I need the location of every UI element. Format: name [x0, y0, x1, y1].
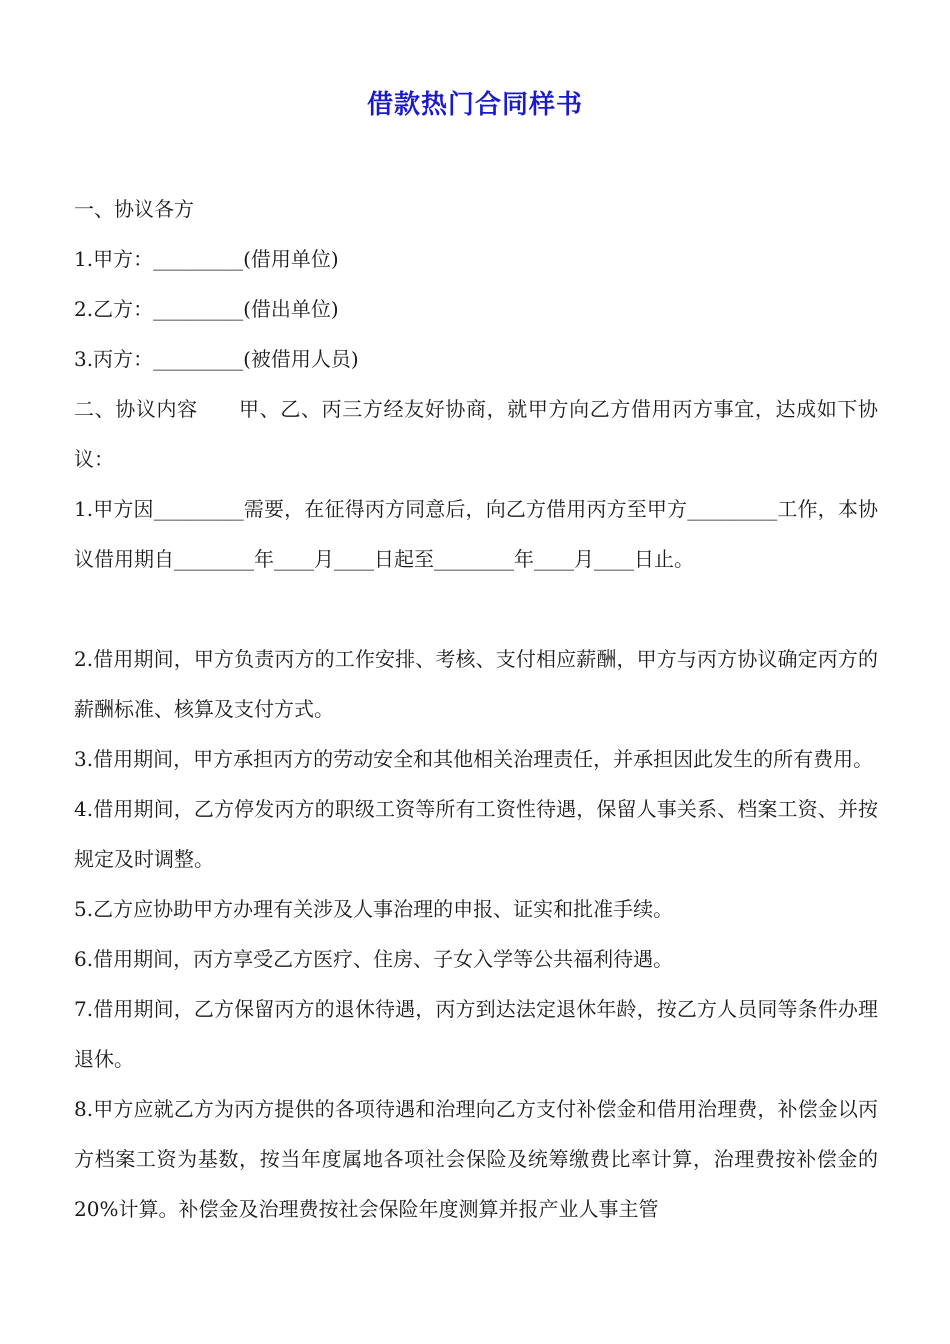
paragraph-spacer [74, 584, 878, 634]
clause-2: 2.借用期间，甲方负责丙方的工作安排、考核、支付相应薪酬，甲方与丙方协议确定丙方的薪酬标准、核算及支付方式。 [74, 647, 878, 721]
clause-1: 1.甲方因_________需要，在征得丙方同意后，向乙方借用丙方至甲方_________工作，本协议借用期自________年____月____日起至________年____月____日止。 [74, 497, 878, 571]
section-heading-content: 二、协议内容 甲、乙、丙三方经友好协商，就甲方向乙方借用丙方事宜，达成如下协议： [74, 397, 878, 471]
document-body [74, 184, 878, 1234]
party-c-line: 3.丙方：_________(被借用人员) [74, 347, 359, 371]
clause-6: 6.借用期间，丙方享受乙方医疗、住房、子女入学等公共福利待遇。 [74, 947, 674, 971]
clause-4: 4.借用期间，乙方停发丙方的职级工资等所有工资性待遇，保留人事关系、档案工资、并按规定及时调整。 [74, 797, 878, 871]
party-b-line: 2.乙方：_________(借出单位) [74, 297, 339, 321]
document-title: 借款热门合同样书 [366, 90, 583, 120]
clause-8: 8.甲方应就乙方为丙方提供的各项待遇和治理向乙方支付补偿金和借用治理费，补偿金以丙方档案工资为基数，按当年度属地各项社会保险及统筹缴费比率计算，治理费按补偿金的20%计算。补偿金及治理费按社会保险年度测算并报产业人事主管 [74, 1097, 878, 1221]
clause-7: 7.借用期间，乙方保留丙方的退休待遇，丙方到达法定退休年龄，按乙方人员同等条件办理退休。 [74, 997, 878, 1071]
party-a-line: 1.甲方：_________(借用单位) [74, 247, 339, 271]
clause-3: 3.借用期间，甲方承担丙方的劳动安全和其他相关治理责任，并承担因此发生的所有费用。 [74, 747, 874, 771]
clause-5: 5.乙方应协助甲方办理有关涉及人事治理的申报、证实和批准手续。 [74, 897, 674, 921]
section-heading-parties: 一、协议各方 [74, 197, 194, 221]
